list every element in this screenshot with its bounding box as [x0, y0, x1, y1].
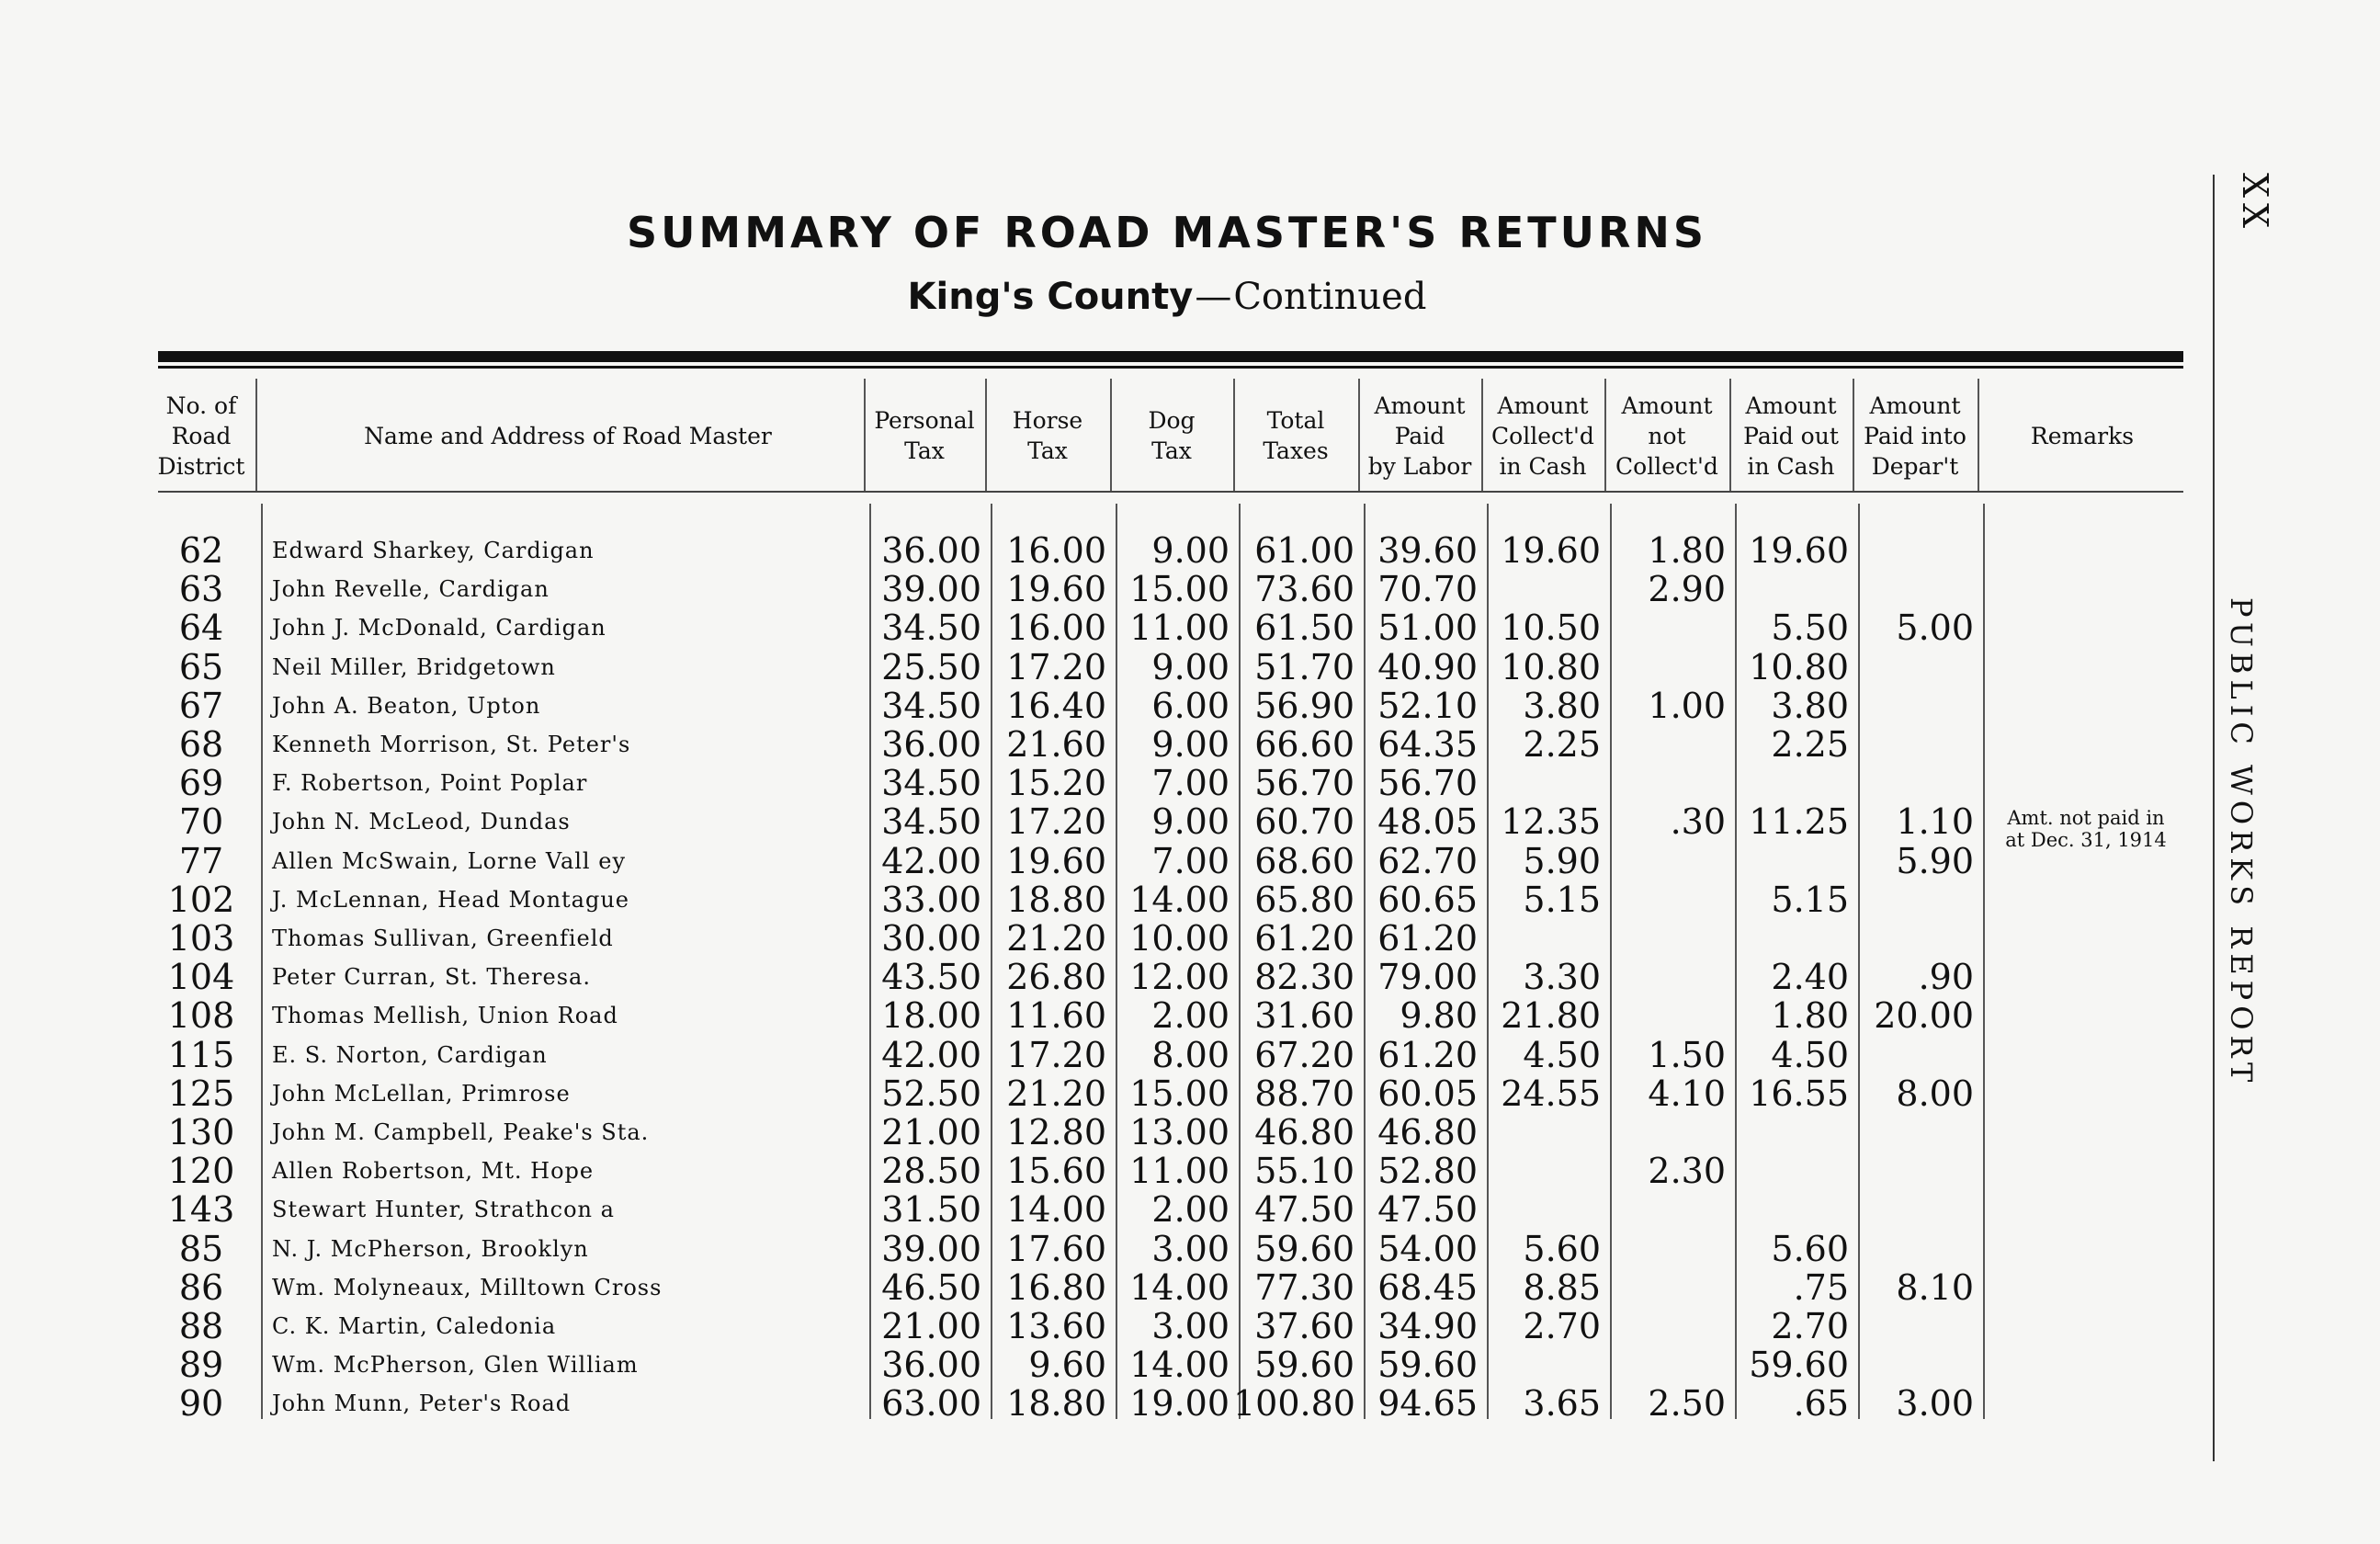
cell-district: 65 [178, 646, 224, 687]
cell-collected: 5.60 [1523, 1228, 1601, 1269]
cell-horse: 18.80 [1006, 1383, 1106, 1425]
cell-name: Thomas Mellish, Union Road [272, 1003, 618, 1029]
cell-total: 59.60 [1254, 1345, 1354, 1386]
header-paid-into-department: Amount Paid into Depar't [1864, 392, 1966, 480]
cell-horse: 26.80 [1006, 957, 1106, 998]
cell-dog: 8.00 [1151, 1034, 1230, 1075]
cell-paid-out: 5.60 [1771, 1228, 1849, 1269]
cell-horse: 21.20 [1006, 918, 1106, 959]
cell-total: 68.60 [1254, 840, 1354, 881]
table-row [0, 919, 2380, 958]
remark-row-70: Amt. not paid in at Dec. 31, 1914 [2005, 807, 2167, 851]
cell-personal: 31.50 [881, 1189, 981, 1231]
cell-collected: 10.80 [1501, 646, 1601, 687]
cell-horse: 17.20 [1006, 1034, 1106, 1075]
header-collected-cash: Amount Collect'd in Cash [1491, 392, 1594, 480]
table-row [0, 958, 2380, 996]
cell-labor: 61.20 [1377, 918, 1478, 959]
table-row [0, 764, 2380, 802]
cell-collected: 3.80 [1523, 685, 1601, 726]
cell-dog: 7.00 [1151, 763, 1230, 804]
cell-total: 51.70 [1254, 646, 1354, 687]
cell-personal: 33.00 [881, 879, 981, 920]
cell-district: 120 [167, 1151, 235, 1192]
cell-dog: 3.00 [1151, 1306, 1230, 1346]
cell-name: John M. Campbell, Peake's Sta. [272, 1119, 650, 1145]
cell-district: 108 [167, 995, 235, 1037]
table-row [0, 1384, 2380, 1423]
cell-name: John A. Beaton, Upton [272, 692, 541, 719]
cell-total: 61.50 [1254, 607, 1354, 649]
cell-name: F. Robertson, Point Poplar [272, 770, 588, 797]
cell-collected: 19.60 [1501, 530, 1601, 571]
table-row [0, 996, 2380, 1035]
cell-paid-out: 5.15 [1771, 879, 1849, 920]
cell-total: 88.70 [1254, 1073, 1354, 1114]
cell-paid-out: 1.80 [1771, 995, 1849, 1037]
cell-personal: 43.50 [881, 957, 981, 998]
table-row [0, 1036, 2380, 1074]
cell-collected: 10.50 [1501, 607, 1601, 649]
cell-collected: 12.35 [1501, 801, 1601, 843]
cell-total: 73.60 [1254, 569, 1354, 610]
table-row [0, 648, 2380, 687]
cell-collected: 2.70 [1523, 1306, 1601, 1346]
cell-labor: 94.65 [1377, 1383, 1478, 1425]
cell-collected: 5.90 [1523, 840, 1601, 881]
cell-name: Wm. Molyneaux, Milltown Cross [272, 1274, 663, 1300]
cell-dog: 14.00 [1129, 1266, 1230, 1308]
cell-dog: 9.00 [1151, 530, 1230, 571]
cell-personal: 46.50 [881, 1266, 981, 1308]
cell-paid-out: 2.40 [1771, 957, 1849, 998]
page-title: SUMMARY OF ROAD MASTER'S RETURNS [626, 208, 1708, 257]
cell-district: 88 [178, 1306, 224, 1346]
cell-paid-out: 4.50 [1771, 1034, 1849, 1075]
cell-personal: 34.50 [881, 685, 981, 726]
cell-personal: 30.00 [881, 918, 981, 959]
subtitle-continued: Continued [1233, 276, 1427, 318]
cell-labor: 48.05 [1377, 801, 1478, 843]
cell-personal: 36.00 [881, 724, 981, 765]
cell-total: 31.60 [1254, 995, 1354, 1037]
header-total-taxes: Total Taxes [1263, 407, 1329, 464]
table-row [0, 1345, 2380, 1384]
cell-labor: 46.80 [1377, 1112, 1478, 1152]
header-divider [255, 379, 257, 491]
cell-paid-out: 5.50 [1771, 607, 1849, 649]
cell-not-collected: 2.90 [1648, 569, 1726, 610]
cell-name: Edward Sharkey, Cardigan [272, 538, 595, 563]
cell-dog: 7.00 [1151, 840, 1230, 881]
table-row [0, 1113, 2380, 1152]
cell-dog: 14.00 [1129, 879, 1230, 920]
cell-dog: 9.00 [1151, 646, 1230, 687]
cell-paid-depart: 1.10 [1896, 801, 1974, 843]
cell-district: 67 [178, 685, 224, 726]
cell-dog: 3.00 [1151, 1228, 1230, 1269]
cell-labor: 51.00 [1377, 607, 1478, 649]
cell-district: 85 [178, 1228, 224, 1269]
cell-total: 55.10 [1254, 1151, 1354, 1192]
cell-paid-out: 10.80 [1749, 646, 1849, 687]
cell-district: 115 [167, 1034, 235, 1075]
cell-collected: 3.65 [1523, 1383, 1601, 1425]
cell-paid-out: .75 [1793, 1266, 1849, 1308]
cell-name: John Munn, Peter's Road [272, 1391, 572, 1417]
cell-total: 46.80 [1254, 1112, 1354, 1152]
cell-total: 37.60 [1254, 1306, 1354, 1346]
cell-collected: 24.55 [1501, 1073, 1601, 1114]
cell-personal: 42.00 [881, 840, 981, 881]
cell-personal: 39.00 [881, 569, 981, 610]
cell-horse: 17.20 [1006, 646, 1106, 687]
cell-personal: 39.00 [881, 1228, 981, 1269]
cell-labor: 52.10 [1377, 685, 1478, 726]
cell-district: 63 [178, 569, 224, 610]
cell-labor: 34.90 [1377, 1306, 1478, 1346]
cell-dog: 15.00 [1129, 1073, 1230, 1114]
cell-not-collected: 1.80 [1648, 530, 1726, 571]
cell-total: 66.60 [1254, 724, 1354, 765]
cell-not-collected: 2.30 [1648, 1151, 1726, 1192]
cell-district: 70 [178, 801, 224, 843]
cell-horse: 19.60 [1006, 569, 1106, 610]
cell-district: 143 [167, 1189, 235, 1231]
table-row [0, 1230, 2380, 1268]
margin-rule [2213, 175, 2215, 1461]
cell-name: N. J. McPherson, Brooklyn [272, 1235, 589, 1262]
cell-horse: 21.20 [1006, 1073, 1106, 1114]
table-row [0, 531, 2380, 570]
cell-horse: 15.20 [1006, 763, 1106, 804]
cell-paid-out: 2.25 [1771, 724, 1849, 765]
cell-district: 77 [178, 840, 224, 881]
cell-labor: 52.80 [1377, 1151, 1478, 1192]
cell-labor: 61.20 [1377, 1034, 1478, 1075]
cell-personal: 21.00 [881, 1306, 981, 1346]
cell-personal: 34.50 [881, 607, 981, 649]
header-paid-by-labor: Amount Paid by Labor [1367, 392, 1472, 480]
cell-name: J. McLennan, Head Montague [272, 886, 629, 913]
cell-name: Peter Curran, St. Theresa. [272, 964, 591, 991]
cell-district: 62 [178, 530, 224, 571]
cell-not-collected: 4.10 [1648, 1073, 1726, 1114]
cell-labor: 54.00 [1377, 1228, 1478, 1269]
cell-personal: 52.50 [881, 1073, 981, 1114]
cell-district: 130 [167, 1112, 235, 1152]
header-rule [158, 491, 2183, 493]
table-row [0, 1307, 2380, 1345]
cell-personal: 63.00 [881, 1383, 981, 1425]
cell-personal: 36.00 [881, 1345, 981, 1386]
cell-horse: 16.00 [1006, 530, 1106, 571]
subtitle-county: King's County [907, 276, 1194, 318]
cell-labor: 79.00 [1377, 957, 1478, 998]
cell-dog: 11.00 [1129, 607, 1230, 649]
cell-paid-out: .65 [1793, 1383, 1849, 1425]
top-rule-thick [158, 351, 2183, 362]
side-running-title: PUBLIC WORKS REPORT [2224, 597, 2259, 1088]
cell-name: John McLellan, Primrose [272, 1080, 571, 1107]
cell-district: 102 [167, 879, 235, 920]
cell-dog: 9.00 [1151, 801, 1230, 843]
cell-horse: 17.20 [1006, 801, 1106, 843]
cell-not-collected: 1.50 [1648, 1034, 1726, 1075]
cell-paid-depart: 8.00 [1896, 1073, 1974, 1114]
cell-labor: 39.60 [1377, 530, 1478, 571]
cell-labor: 59.60 [1377, 1345, 1478, 1386]
cell-total: 77.30 [1254, 1266, 1354, 1308]
cell-name: Allen Robertson, Mt. Hope [272, 1158, 595, 1185]
cell-paid-out: 19.60 [1749, 530, 1849, 571]
cell-labor: 68.45 [1377, 1266, 1478, 1308]
cell-personal: 18.00 [881, 995, 981, 1037]
cell-collected: 8.85 [1523, 1266, 1601, 1308]
cell-total: 61.20 [1254, 918, 1354, 959]
cell-not-collected: 1.00 [1648, 685, 1726, 726]
cell-horse: 18.80 [1006, 879, 1106, 920]
cell-dog: 9.00 [1151, 724, 1230, 765]
table-row [0, 1152, 2380, 1190]
cell-horse: 9.60 [1028, 1345, 1106, 1386]
cell-name: Wm. McPherson, Glen William [272, 1352, 639, 1379]
cell-total: 56.90 [1254, 685, 1354, 726]
cell-name: John J. McDonald, Cardigan [272, 615, 606, 641]
cell-paid-depart: 20.00 [1874, 995, 1974, 1037]
cell-personal: 34.50 [881, 763, 981, 804]
cell-horse: 11.60 [1006, 995, 1106, 1037]
cell-district: 64 [178, 607, 224, 649]
cell-horse: 17.60 [1006, 1228, 1106, 1269]
cell-paid-out: 3.80 [1771, 685, 1849, 726]
cell-horse: 14.00 [1006, 1189, 1106, 1231]
cell-paid-depart: 3.00 [1896, 1383, 1974, 1425]
cell-personal: 28.50 [881, 1151, 981, 1192]
cell-paid-depart: .90 [1918, 957, 1974, 998]
table-row [0, 1268, 2380, 1307]
table-row [0, 687, 2380, 725]
cell-personal: 34.50 [881, 801, 981, 843]
cell-total: 60.70 [1254, 801, 1354, 843]
cell-name: Stewart Hunter, Strathcon a [272, 1197, 615, 1223]
cell-labor: 40.90 [1377, 646, 1478, 687]
cell-dog: 2.00 [1151, 995, 1230, 1037]
cell-collected: 5.15 [1523, 879, 1601, 920]
cell-labor: 9.80 [1400, 995, 1478, 1037]
cell-name: John N. McLeod, Dundas [272, 809, 571, 835]
cell-paid-out: 2.70 [1771, 1306, 1849, 1346]
cell-name: C. K. Martin, Caledonia [272, 1313, 557, 1339]
cell-total: 56.70 [1254, 763, 1354, 804]
cell-paid-out: 16.55 [1749, 1073, 1849, 1114]
page-number: XX [2235, 173, 2275, 234]
cell-labor: 47.50 [1377, 1189, 1478, 1231]
cell-district: 68 [178, 724, 224, 765]
cell-name: E. S. Norton, Cardigan [272, 1041, 548, 1068]
cell-horse: 16.40 [1006, 685, 1106, 726]
cell-personal: 36.00 [881, 530, 981, 571]
cell-name: Kenneth Morrison, St. Peter's [272, 732, 631, 757]
cell-dog: 12.00 [1129, 957, 1230, 998]
table-row [0, 1190, 2380, 1229]
cell-labor: 62.70 [1377, 840, 1478, 881]
cell-district: 90 [178, 1383, 224, 1425]
cell-dog: 2.00 [1151, 1189, 1230, 1231]
cell-dog: 15.00 [1129, 569, 1230, 610]
cell-labor: 70.70 [1377, 569, 1478, 610]
cell-labor: 56.70 [1377, 763, 1478, 804]
header-name: Name and Address of Road Master [364, 422, 772, 449]
page-subtitle [827, 276, 1507, 318]
cell-dog: 13.00 [1129, 1112, 1230, 1152]
cell-name: John Revelle, Cardigan [272, 576, 550, 603]
cell-horse: 13.60 [1006, 1306, 1106, 1346]
cell-total: 61.00 [1254, 530, 1354, 571]
cell-district: 104 [167, 957, 235, 998]
cell-horse: 21.60 [1006, 724, 1106, 765]
cell-horse: 15.60 [1006, 1151, 1106, 1192]
header-remarks: Remarks [2030, 422, 2135, 449]
cell-collected: 21.80 [1501, 995, 1601, 1037]
cell-dog: 19.00 [1129, 1383, 1230, 1425]
cell-horse: 19.60 [1006, 840, 1106, 881]
cell-labor: 60.65 [1377, 879, 1478, 920]
cell-total: 82.30 [1254, 957, 1354, 998]
cell-paid-out: 11.25 [1749, 801, 1849, 843]
cell-dog: 11.00 [1129, 1151, 1230, 1192]
cell-dog: 14.00 [1129, 1345, 1230, 1386]
cell-name: Allen McSwain, Lorne Vall ey [272, 847, 626, 874]
cell-district: 86 [178, 1266, 224, 1308]
cell-district: 125 [167, 1073, 235, 1114]
cell-district: 69 [178, 763, 224, 804]
header-personal-tax: Personal Tax [874, 407, 975, 464]
cell-dog: 10.00 [1129, 918, 1230, 959]
cell-name: Neil Miller, Bridgetown [272, 653, 556, 680]
cell-total: 65.80 [1254, 879, 1354, 920]
table-row [0, 1074, 2380, 1113]
header-dog-tax: Dog Tax [1148, 407, 1196, 464]
header-horse-tax: Horse Tax [1012, 407, 1083, 464]
cell-collected: 3.30 [1523, 957, 1601, 998]
cell-not-collected: .30 [1670, 801, 1726, 843]
cell-total: 100.80 [1233, 1383, 1355, 1425]
cell-total: 47.50 [1254, 1189, 1354, 1231]
table-row [0, 880, 2380, 919]
cell-total: 59.60 [1254, 1228, 1354, 1269]
header-paid-out-cash: Amount Paid out in Cash [1743, 392, 1839, 480]
cell-horse: 16.00 [1006, 607, 1106, 649]
cell-district: 103 [167, 918, 235, 959]
cell-paid-depart: 5.00 [1896, 607, 1974, 649]
cell-horse: 12.80 [1006, 1112, 1106, 1152]
cell-district: 89 [178, 1345, 224, 1386]
cell-collected: 4.50 [1523, 1034, 1601, 1075]
cell-dog: 6.00 [1151, 685, 1230, 726]
cell-personal: 25.50 [881, 646, 981, 687]
cell-personal: 42.00 [881, 1034, 981, 1075]
cell-collected: 2.25 [1523, 724, 1601, 765]
header-district: No. of Road District [157, 392, 245, 480]
table-row [0, 570, 2380, 608]
cell-name: Thomas Sullivan, Greenfield [272, 925, 614, 951]
cell-labor: 64.35 [1377, 724, 1478, 765]
table-row [0, 725, 2380, 764]
header-not-collected: Amount not Collect'd [1615, 392, 1718, 480]
cell-personal: 21.00 [881, 1112, 981, 1152]
top-rule-thin [158, 366, 2183, 369]
cell-labor: 60.05 [1377, 1073, 1478, 1114]
cell-paid-depart: 5.90 [1896, 840, 1974, 881]
cell-total: 67.20 [1254, 1034, 1354, 1075]
cell-not-collected: 2.50 [1648, 1383, 1726, 1425]
cell-paid-depart: 8.10 [1896, 1266, 1974, 1308]
cell-paid-out: 59.60 [1749, 1345, 1849, 1386]
cell-horse: 16.80 [1006, 1266, 1106, 1308]
table-row [0, 608, 2380, 647]
subtitle-dash: — [1195, 276, 1232, 318]
